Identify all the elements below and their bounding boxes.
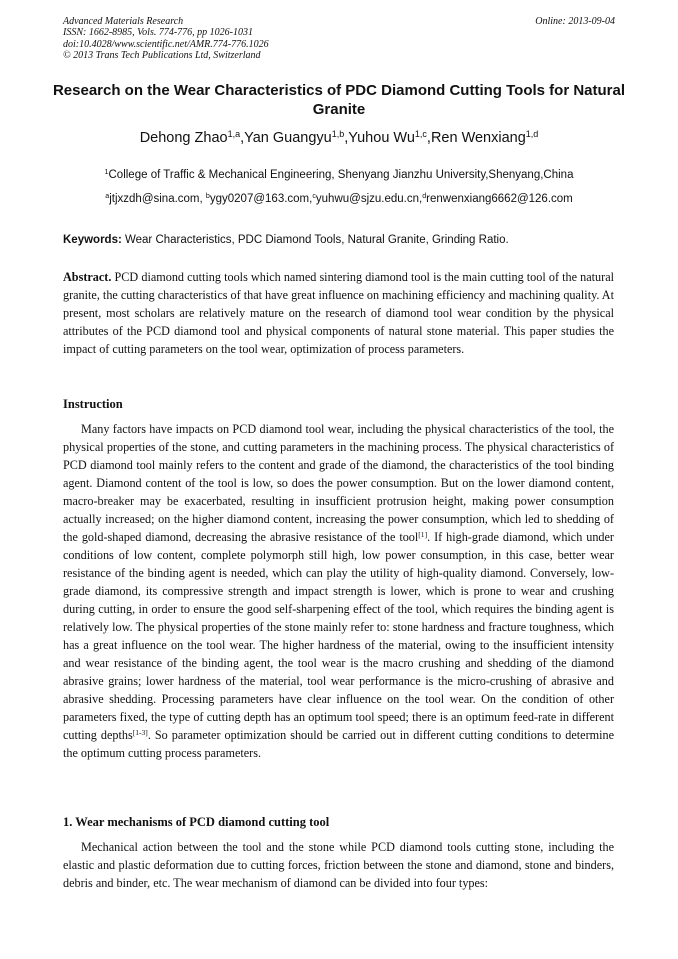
keywords-label: Keywords: [63,234,122,246]
abstract-label: Abstract. [63,270,112,284]
email-address[interactable]: ygy0207@163.com, [209,193,313,205]
email-mark: b [205,192,210,201]
author-name: Ren Wenxiang [430,130,526,146]
author-affil-mark: 1,a [227,129,241,140]
intro-text-part1: Many factors have impacts on PCD diamond tool wear, including the physical characteristics of the tool, the physical properties of the stone, and cutting parameters in the machining process. The physical characteristics of PCD diamond tool mainly refers to the content and grade of the diamond, the characteristics of the tool binding agent. Diamond content of the tool is low, so does the power consumption. But on the lower diamond content, macro-breaker may be exacerbated, resulting in insufficient protrusion height, making power consumption actually increased; on the higher diamond content, increasing the power consumption, which led to shedding of the gold-shaped diamond, decreasing the abrasive resistance of the tool [63,422,614,544]
email-address[interactable]: renwenxiang6662@126.com [426,193,573,205]
issn-line: ISSN: 1662-8985, Vols. 774-776, pp 1026-1031 [63,27,253,39]
abstract-paragraph [63,268,614,358]
email-mark: a [105,192,110,201]
author-separator: , [426,130,431,146]
journal-header [63,16,269,62]
intro-text-part2: . If high-grade diamond, which under conditions of low content, complete polymorph still high, low power consumption, in this case, better wear resistance of the binding agent is needed, which can play the utility of high-quality diamond. Conversely, low-grade diamond, its compressive strength and impact strength is lower, which is prone to wear and crushing during cutting, in order to ensure the good self-sharpening effect of the tool, which requires the binding agent is relatively low. The physical properties of the stone mainly refer to: stone hardness and fracture toughness, which has a great influence on the tool wear. The higher hardness of the material, owing to the insufficient intensity and wear resistance of the binding agent, the tool wear is the macro crushing and shedding of the diamond abrasive grains; lower hardness of the material, tool wear performance is the micro-crushing of abrasive and abrasive shedding. Processing parameters have clear influence on the tool wear. On the condition of other parameters fixed, the type of cutting depth has an optimum tool speed; there is an optimum feed-rate in different cutting depths [63,530,614,742]
online-date: Online: 2013-09-04 [535,16,615,27]
author-name: Yan Guangyu [244,130,332,146]
author-name: Dehong Zhao [139,130,228,146]
author-separator: , [344,130,349,146]
keywords [63,234,623,246]
affiliation-text: College of Traffic & Mechanical Engineering, Shenyang Jianzhu University,Shenyang,China [108,169,574,181]
section1-paragraph: Mechanical action between the tool and the stone while PCD diamond tools cutting stone, including the elastic and plastic deformation due to cutting forces, friction between the stone and diamond, stone and binders, debris and binder, etc. The wear mechanism of diamond can be divided into four types: [63,840,614,890]
paper-title: Research on the Wear Characteristics of PDC Diamond Cutting Tools for Natural Granite [52,82,626,118]
intro-text-part3: . So parameter optimization should be carried out in different cutting conditions to determine the optimum cutting process parameters. [63,728,614,760]
affiliation [40,169,638,181]
author-name: Yuhou Wu [348,130,415,146]
email-mark: c [312,192,316,201]
author-separator: , [240,130,245,146]
section1-heading: 1. Wear mechanisms of PCD diamond cutting tool [63,815,330,829]
author-emails [30,193,648,205]
copyright-line: © 2013 Trans Tech Publications Ltd, Switzerland [63,50,261,62]
doi-line: doi:10.4028/www.scientific.net/AMR.774-776.1026 [63,38,269,50]
author-affil-mark: 1,c [414,129,427,140]
keywords-text: Wear Characteristics, PDC Diamond Tools, Natural Granite, Grinding Ratio. [121,234,509,246]
email-mark: d [422,192,427,201]
affiliation-mark: 1 [104,168,109,177]
email-address[interactable]: jtjxzdh@sina.com, [109,193,206,205]
citation-ref: [1] [418,529,428,539]
author-list [40,130,638,146]
citation-ref: [1-3] [132,727,148,737]
introduction-heading: Instruction [63,397,123,411]
introduction-paragraph [63,420,614,762]
author-affil-mark: 1,d [525,129,539,140]
email-address[interactable]: yuhwu@sjzu.edu.cn, [315,193,423,205]
journal-name: Advanced Materials Research [63,16,184,27]
abstract-text: PCD diamond cutting tools which named sintering diamond tool is the main cutting tool of the natural granite, the cutting characteristics of that have great influence on machining efficiency and machining quality. At present, most scholars are relatively mature on the research of diamond tool wear condition by the physical attributes of the PCD diamond tool and physical components of natural stone material. This paper studies the impact of cutting parameters on the tool wear, optimization of process parameters. [63,270,614,356]
author-affil-mark: 1,b [331,129,345,140]
